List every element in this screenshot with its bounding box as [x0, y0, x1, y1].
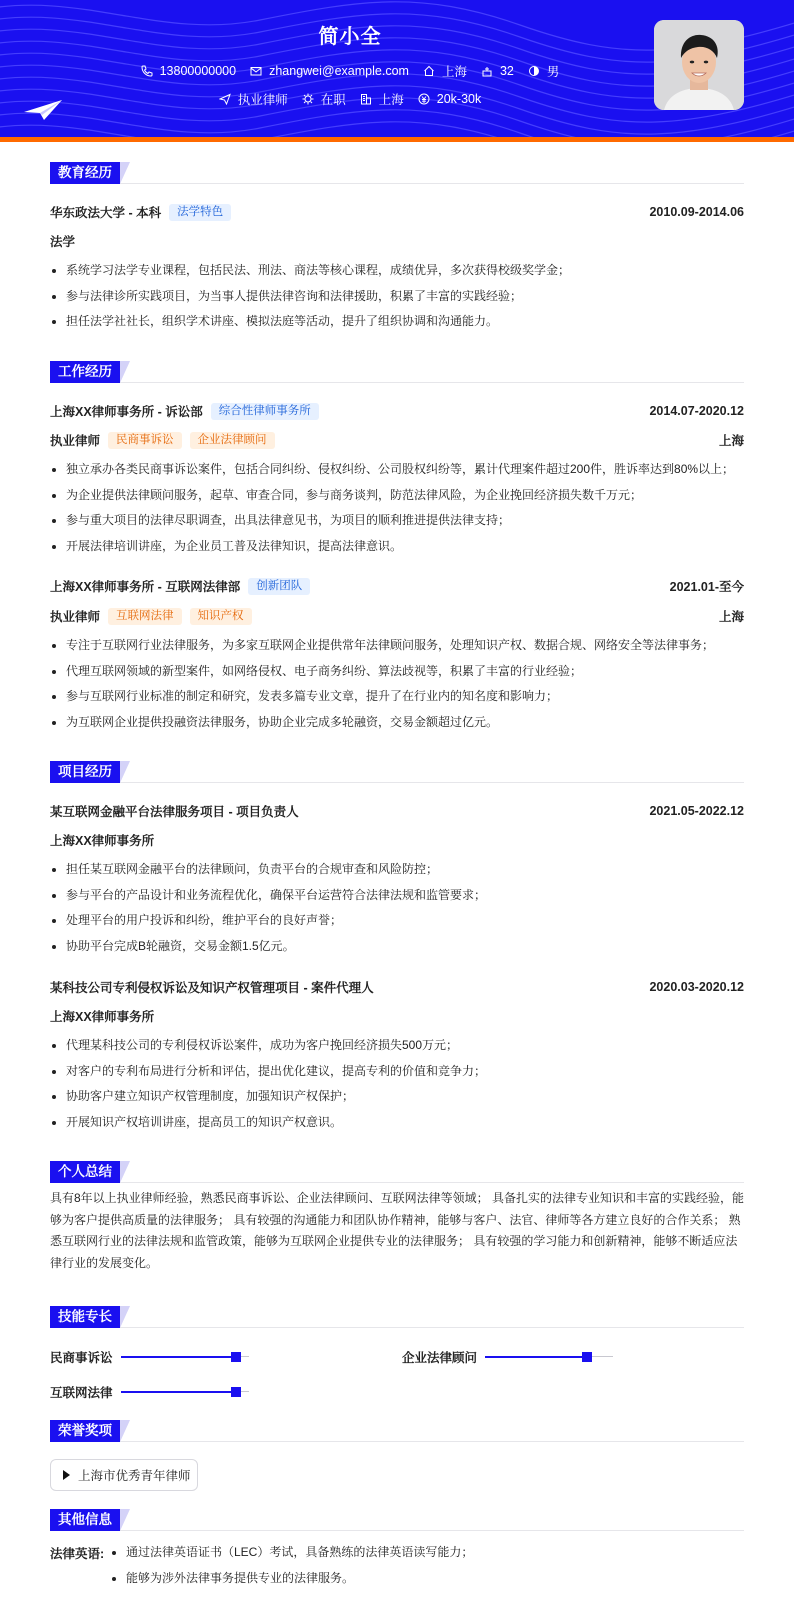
- avatar-portrait: [654, 20, 744, 110]
- age-info: 32: [481, 64, 514, 78]
- job-1-bullets: [50, 457, 750, 559]
- list-item: 参与重大项目的法律尽职调查，出具法律意见书，为项目的顺利推进提供法律支持；: [50, 508, 750, 534]
- company-tag: 创新团队: [248, 578, 310, 595]
- projects-section-header: [50, 761, 744, 783]
- phone-info: 13800000000: [141, 64, 236, 78]
- skill-name: 互联网法律: [50, 1386, 113, 1400]
- status-info: 在职: [302, 90, 346, 108]
- school-tag: 法学特色: [169, 204, 231, 221]
- send-icon: [219, 93, 231, 105]
- resume-header: [0, 0, 794, 137]
- company-name: 上海XX律师事务所 - 诉讼部: [50, 405, 203, 419]
- money-icon: [418, 93, 430, 105]
- award-item: [50, 1459, 198, 1491]
- project-1-bullets: [50, 857, 750, 959]
- list-item: 代理某科技公司的专利侵权诉讼案件，成功为客户挽回经济损失500万元；: [50, 1033, 750, 1059]
- play-icon: [63, 1470, 70, 1480]
- list-item: 担任法学社社长，组织学术讲座、模拟法庭等活动，提升了组织协调和沟通能力。: [50, 309, 750, 335]
- list-item: 对客户的专利布局进行分析和评估，提出优化建议，提高专利的价值和竞争力；: [50, 1059, 750, 1085]
- other-section-header: [50, 1509, 744, 1531]
- skill-level-knob: [582, 1352, 592, 1362]
- skill-item: [50, 1348, 249, 1366]
- list-item: 协助平台完成B轮融资，交易金额1.5亿元。: [50, 934, 750, 960]
- list-item: 为互联网企业提供投融资法律服务，协助企业完成多轮融资，交易金额超过亿元。: [50, 710, 750, 736]
- skill-level-knob: [231, 1387, 241, 1397]
- skill-name: 民商事诉讼: [50, 1351, 113, 1365]
- list-item: 参与平台的产品设计和业务流程优化，确保平台运营符合法律法规和监管要求；: [50, 883, 750, 909]
- other-label: 法律英语:: [50, 1547, 105, 1561]
- job-role: 执业律师: [50, 610, 101, 624]
- job-city: 上海: [718, 610, 744, 624]
- skill-level-bar: [485, 1348, 613, 1366]
- email-info: zhangwei@example.com: [250, 64, 409, 78]
- list-item: 开展知识产权培训讲座，提高员工的知识产权意识。: [50, 1110, 750, 1136]
- role-tag: 民商事诉讼: [108, 432, 182, 449]
- project-org: 上海XX律师事务所: [50, 834, 155, 848]
- gender-info: 男: [528, 62, 560, 80]
- section-title: 工作经历: [50, 361, 120, 383]
- list-item: 开展法律培训讲座，为企业员工普及法律知识，提高法律意识。: [50, 534, 750, 560]
- role-tag: 知识产权: [190, 608, 252, 625]
- skill-item: [50, 1383, 249, 1401]
- job-2-role: [50, 607, 744, 625]
- city-info: 上海: [360, 90, 404, 108]
- job-date: 2014.07-2020.12: [649, 404, 744, 418]
- skill-level-bar: [121, 1383, 249, 1401]
- education-date: 2010.09-2014.06: [649, 205, 744, 219]
- education-entry-head: [50, 203, 744, 221]
- list-item: 通过法律英语证书（LEC）考试，具备熟练的法律英语读写能力；: [110, 1540, 473, 1566]
- company-tag: 综合性律师事务所: [211, 403, 319, 420]
- major: 法学: [50, 235, 76, 249]
- school-name: 华东政法大学 - 本科: [50, 206, 162, 220]
- project-name: 某科技公司专利侵权诉讼及知识产权管理项目 - 案件代理人: [50, 981, 374, 995]
- list-item: 协助客户建立知识产权管理制度，加强知识产权保护；: [50, 1084, 750, 1110]
- job-1-head: [50, 402, 744, 420]
- role-tag: 互联网法律: [108, 608, 182, 625]
- job-2-head: [50, 577, 744, 595]
- building-icon: [360, 93, 372, 105]
- section-title: 项目经历: [50, 761, 120, 783]
- section-title: 其他信息: [50, 1509, 120, 1531]
- project-org: 上海XX律师事务所: [50, 1010, 155, 1024]
- gender-icon: [528, 65, 540, 77]
- phone-icon: [141, 65, 153, 77]
- candidate-name: 简小全: [318, 26, 382, 48]
- list-item: 参与法律诊所实践项目，为当事人提供法律咨询和法律援助，积累了丰富的实践经验；: [50, 284, 750, 310]
- list-item: 能够为涉外法律事务提供专业的法律服务。: [110, 1566, 473, 1592]
- list-item: 专注于互联网行业法律服务，为多家互联网企业提供常年法律顾问服务，处理知识产权、数据合规、网络安全等法律事务；: [50, 633, 750, 659]
- list-item: 代理互联网领域的新型案件，如网络侵权、电子商务纠纷、算法歧视等，积累了丰富的行业经验；: [50, 659, 750, 685]
- skills-section-header: [50, 1306, 744, 1328]
- awards-section-header: [50, 1420, 744, 1442]
- status-icon: [302, 93, 314, 105]
- home-icon: [423, 65, 435, 77]
- job-2-bullets: [50, 633, 750, 735]
- skill-item: [402, 1348, 613, 1366]
- avatar: [654, 20, 744, 110]
- education-section-header: [50, 162, 744, 184]
- company-name: 上海XX律师事务所 - 互联网法律部: [50, 580, 241, 594]
- job-date: 2021.01-至今: [669, 580, 744, 594]
- mail-icon: [250, 65, 262, 77]
- age-icon: [481, 65, 493, 77]
- summary-text: 具有8年以上执业律师经验，熟悉民商事诉讼、企业法律顾问、互联网法律等领域； 具备扎实的法律专业知识和丰富的实践经验，能够为客户提供高质量的法律服务； 具有较强的沟通能力和团队协作精神，能够与客户、法官、律师等各方建立良好的合作关系； 熟悉互联网行业的法律法规和监管政策，能够为互联网企业提供专业的法律服务； 具有较强的学习能力和创新精神，能够不断适应法律行业的发展变化。: [50, 1191, 745, 1270]
- skill-level-knob: [231, 1352, 241, 1362]
- skill-name: 企业法律顾问: [402, 1351, 478, 1365]
- project-1-org: [50, 831, 744, 849]
- list-item: 参与互联网行业标准的制定和研究，发表多篇专业文章，提升了在行业内的知名度和影响力；: [50, 684, 750, 710]
- list-item: 担任某互联网金融平台的法律顾问，负责平台的合规审查和风险防控；: [50, 857, 750, 883]
- job-1-role: [50, 431, 744, 449]
- award-name: 上海市优秀青年律师: [78, 1469, 191, 1483]
- list-item: 独立承办各类民商事诉讼案件，包括合同纠纷、侵权纠纷、公司股权纠纷等，累计代理案件超过200件，胜诉率达到80%以上；: [50, 457, 750, 483]
- project-date: 2021.05-2022.12: [649, 804, 744, 818]
- contact-row: [0, 62, 700, 80]
- section-title: 技能专长: [50, 1306, 120, 1328]
- location-info: 上海: [423, 62, 467, 80]
- header-accent-stripe: [0, 137, 794, 142]
- project-name: 某互联网金融平台法律服务项目 - 项目负责人: [50, 805, 299, 819]
- work-section-header: [50, 361, 744, 383]
- section-title: 教育经历: [50, 162, 120, 184]
- project-2-head: [50, 978, 744, 996]
- skill-level-bar: [121, 1348, 249, 1366]
- job-city: 上海: [718, 434, 744, 448]
- job-intent-row: [0, 90, 700, 108]
- job-role: 执业律师: [50, 434, 101, 448]
- major-row: [50, 232, 744, 250]
- project-date: 2020.03-2020.12: [649, 980, 744, 994]
- project-2-org: [50, 1007, 744, 1025]
- summary-section-header: [50, 1161, 744, 1183]
- list-item: 处理平台的用户投诉和纠纷，维护平台的良好声誉；: [50, 908, 750, 934]
- salary-info: 20k-30k: [418, 92, 481, 106]
- position-info: 执业律师: [219, 90, 288, 108]
- list-item: 系统学习法学专业课程，包括民法、刑法、商法等核心课程，成绩优异，多次获得校级奖学金；: [50, 258, 750, 284]
- other-list: [110, 1540, 473, 1591]
- list-item: 为企业提供法律顾问服务，起草、审查合同，参与商务谈判，防范法律风险，为企业挽回经济损失数千万元；: [50, 483, 750, 509]
- role-tag: 企业法律顾问: [190, 432, 275, 449]
- project-1-head: [50, 802, 744, 820]
- project-2-bullets: [50, 1033, 750, 1135]
- education-bullets: [50, 258, 750, 335]
- section-title: 荣誉奖项: [50, 1420, 120, 1442]
- section-title: 个人总结: [50, 1161, 120, 1183]
